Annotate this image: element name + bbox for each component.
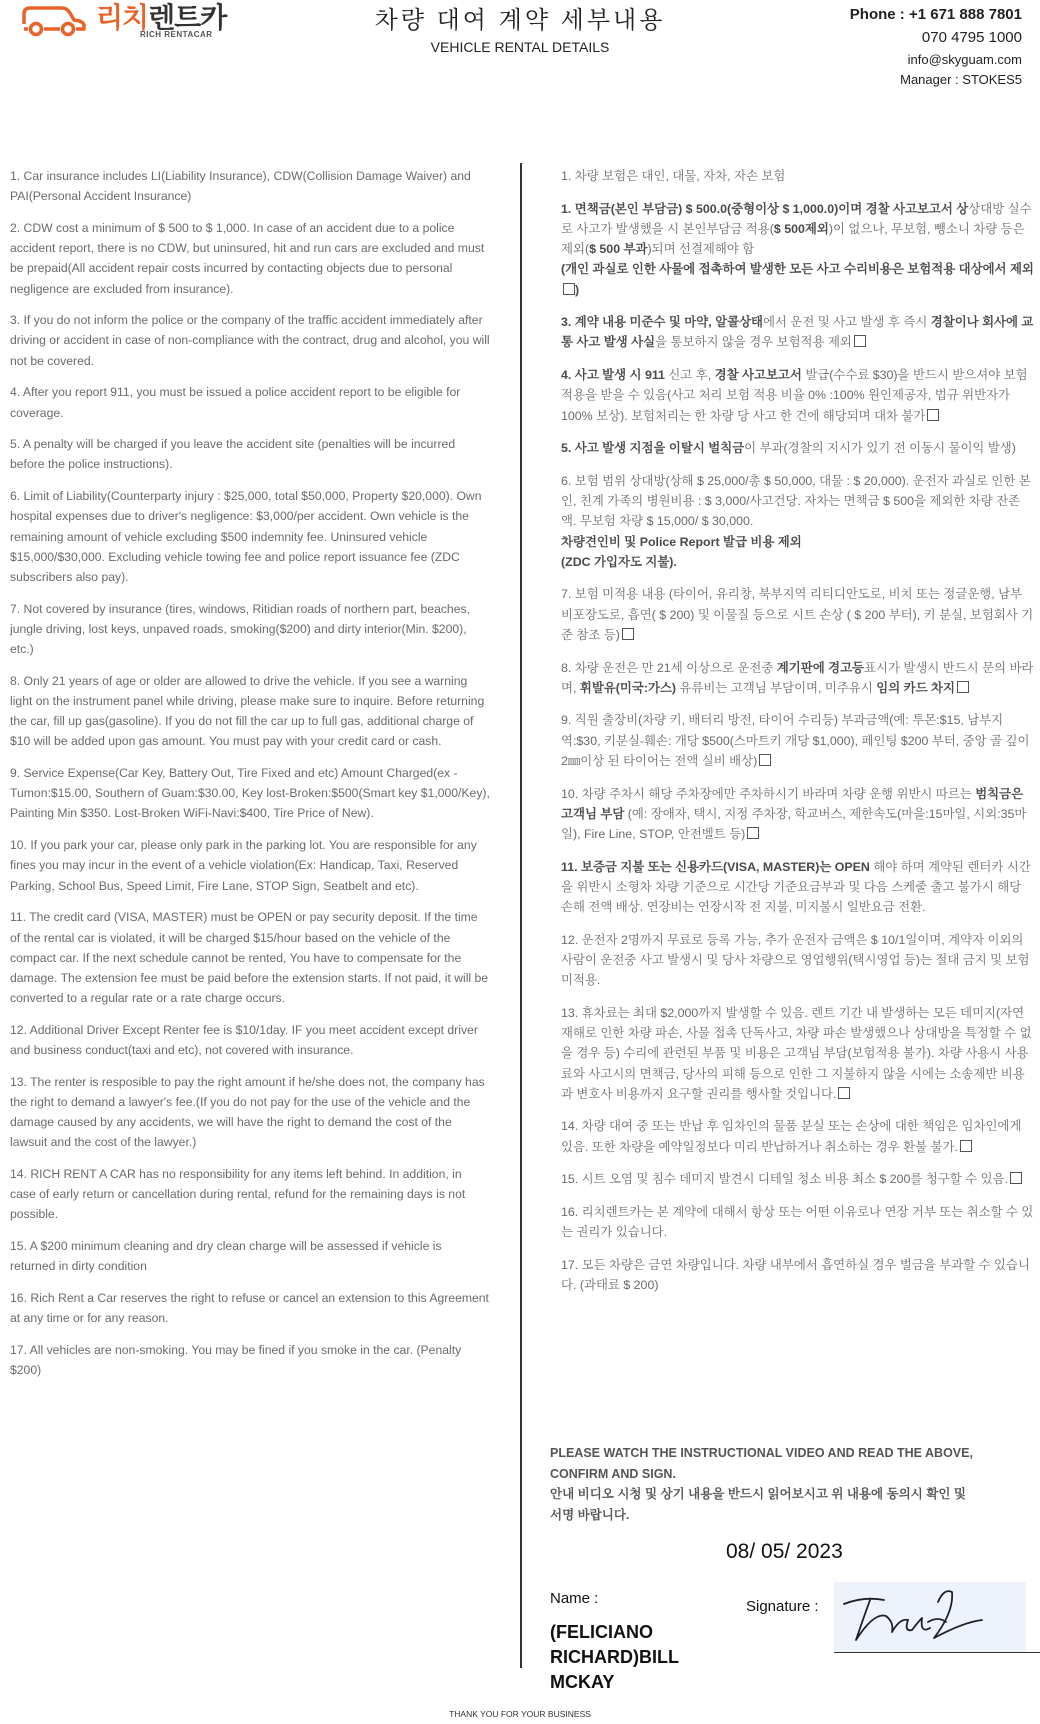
term-kr-15: 15. 시트 오염 및 침수 데미지 발견시 디테일 청소 비용 최소 $ 200를 청구할 수 있음. xyxy=(561,1169,1034,1189)
term-kr-6: 6. 보험 범위 상대방(상해 $ 25,000/총 $ 50,000, 대물 : $ 20,000). 운전자 과실로 인한 본인, 친계 가족의 병원비용 : $ 3,000/사고건당. 자차는 면책금 $ 500을 제외한 차량 잔존액. 무보험 차량 $ 15,000/ $ 30,000. 차량견인비 및 Police Report 발급 비용 제외 (ZDC 가입자도 지불). xyxy=(561,473,1031,569)
term-en-14: 14. RICH RENT A CAR has no responsibility for any items left behind. In addition, in case of early return or cancellation during rental, refund for the remaining days is not possible. xyxy=(10,1167,466,1222)
page-title-english: VEHICLE RENTAL DETAILS xyxy=(430,39,610,55)
contact-email: info@skyguam.com xyxy=(907,52,1022,67)
term-kr-1: 1. 차량 보험은 대인, 대물, 자차, 자손 보험 xyxy=(561,169,786,183)
renter-name: (FELICIANO RICHARD)BILL MCKAY xyxy=(550,1622,679,1692)
term-kr-11: 11. 보증금 지불 또는 신용카드(VISA, MASTER)는 OPEN 해야 하며 계약된 렌터카 시간을 위반시 소형차 차량 기준으로 시간당 기준요금부과 및 다음 스케줄 출고 불가시 해당 손해 전액 배상. 연장비는 연장시작 전 지불, 미지불시 일반요금 전환. xyxy=(561,859,1031,915)
term-en-12: 12. Additional Driver Except Renter fee is $10/1day. IF you meet accident except driver and business conduct(taxi and etc), not covered with insurance. xyxy=(10,1022,478,1058)
term-en-7: 7. Not covered by insurance (tires, windows, Ritidian roads of northern part, beaches, jungle driving, lost keys, unpaved roads, smoking($200) and dirty interior(Min. $200), etc.) xyxy=(10,601,470,657)
terms-korean xyxy=(561,166,1034,1308)
footer-thanks: THANK YOU FOR YOUR BUSINESS xyxy=(449,1709,591,1719)
agree-checkbox-9[interactable] xyxy=(759,754,771,766)
agree-checkbox-2[interactable] xyxy=(563,283,575,295)
term-en-2: 2. CDW cost a minimum of $ 500 to $ 1,000. In case of an accident due to a police accident report, there is no CDW, but uninsured, hit and run cars are excluded and must be prepaid(All accident repair costs incurred by contacting objects due to personal negligence are excluded from insurance). xyxy=(10,220,485,296)
page-title-korean: 차량 대여 계약 세부내용 xyxy=(374,7,666,34)
term-kr-2: 1. 면책금(본인 부담금) $ 500.0(중형이상 $ 1,000.0)이며 경찰 사고보고서 상상대방 실수로 사고가 발생했을 시 본인부담금 적용($ 500제외)이 없으나, 무보험, 뺑소니 차량 등은 제외($ 500 부과)되며 선결제해야 함 (개인 과실로 인한 사물에 접촉하여 발생한 모든 사고 수리비용은 보험적용 대상에서 제외) xyxy=(561,201,1034,297)
phone-secondary: 070 4795 1000 xyxy=(921,29,1022,46)
signature-underline xyxy=(834,1652,1040,1653)
company-logo xyxy=(18,2,228,42)
term-en-11: 11. The credit card (VISA, MASTER) must be OPEN or pay security deposit. If the time of the rental car is violated, it will be charged $15/hour based on the vehicle of the compact car. If the next schedule cannot be rented, You have to compensate for the damage. The extension fee must be paid before the extension starts. If not paid, it will be converted to a regular rate or a rate charge occurs. xyxy=(10,910,489,1006)
car-logo-icon xyxy=(18,2,88,40)
manager-name: Manager : STOKES5 xyxy=(900,72,1022,87)
agree-checkbox-13[interactable] xyxy=(838,1087,850,1099)
terms-english xyxy=(10,166,490,1392)
term-kr-9: 9. 직원 출장비(차량 키, 배터리 방전, 타이어 수리등) 부과금액(예: 투몬:$15, 남부지역:$30, 키분실-훼손: 개당 $500(스마트키 개당 $1,000), 페인팅 $200 부터, 중앙 골 깊이 2㎜이상 된 타이어는 전액 실비 배상) xyxy=(561,713,1030,768)
signature-label: Signature : xyxy=(746,1598,819,1615)
term-en-4: 4. After you report 911, you must be issued a police accident report to be eligible for coverage. xyxy=(10,385,461,420)
term-en-1: 1. Car insurance includes LI(Liability Insurance), CDW(Collision Damage Waiver) and PAI(Personal Accident Insurance) xyxy=(10,169,471,204)
term-kr-10: 10. 차량 주차시 해당 주차장에만 주차하시기 바라며 차량 운행 위반시 따르는 범칙금은 고객님 부담 (예: 장애자, 택시, 지정 주차장, 학교버스, 제한속도(마을:15마일, 시외:35마일), Fire Line, STOP, 안전벨트 등) xyxy=(561,786,1027,841)
signature-field[interactable] xyxy=(834,1582,1026,1652)
column-divider xyxy=(520,163,522,1668)
term-kr-8: 8. 차량 운전은 만 21세 이상으로 운전중 계기판에 경고등표시가 발생시 반드시 문의 바라며, 휘발유(미국:가스) 유류비는 고객님 부담이며, 미주유시 임의 카드 차지 xyxy=(561,660,1034,695)
agree-checkbox-7[interactable] xyxy=(622,628,634,640)
logo-english-text: RICH RENTACAR xyxy=(140,30,213,39)
term-en-6: 6. Limit of Liability(Counterparty injury : $25,000, total $50,000, Property $20,000). Own hospital expenses due to driver's negligence: $3,000/per accident. Own vehicle is the remaining amount of vehicle excluding $500 indemnity fee. Uninsured vehicle $15,000/$30,000. Excluding vehicle towing fee and police report issuance fee (ZDC subscribers also pay). xyxy=(10,489,482,584)
term-kr-7: 7. 보험 미적용 내용 (타이어, 유리창, 북부지역 리티디안도로, 비치 또는 정글운행, 남부 비포장도로, 흡연( $ 200) 및 이물질 등으로 시트 손상 ( $ 200 부터), 키 분실, 보험회사 기준 참조 등) xyxy=(561,587,1034,642)
term-en-16: 16. Rich Rent a Car reserves the right to refuse or cancel an extension to this Agreement at any time or for any reason. xyxy=(10,1291,489,1326)
signature-image xyxy=(834,1582,1026,1652)
term-en-5: 5. A penalty will be charged if you leave the accident site (penalties will be incurred before the police instructions). xyxy=(10,437,456,472)
term-en-15: 15. A $200 minimum cleaning and dry clean charge will be assessed if vehicle is returned in dirty condition xyxy=(10,1239,442,1274)
phone-primary: Phone : +1 671 888 7801 xyxy=(849,6,1022,23)
term-en-3: 3. If you do not inform the police or the company of the traffic accident immediately after driving or accident in case of non-compliance with the contract, drug and alcohol, you will not be covered. xyxy=(10,313,490,368)
sign-instruction: PLEASE WATCH THE INSTRUCTIONAL VIDEO AND READ THE ABOVE, CONFIRM AND SIGN. 안내 비디오 시청 및 상기 내용을 반드시 읽어보시고 위 내용에 동의시 확인 및 서명 바랍니다. xyxy=(550,1446,973,1522)
term-kr-4: 4. 사고 발생 시 911 신고 후, 경찰 사고보고서 발급(수수료 $30)을 반드시 받으셔야 보험 적용을 받을 수 있음(사고 처리 보험 적용 비율 0% :100% 원인제공자, 법규 위반자가 100% 보상). 보험처리는 한 차량 당 사고 한 건에 해당되며 대차 불가 xyxy=(561,368,1028,423)
term-kr-5: 5. 사고 발생 지점을 이탈시 벌칙금이 부과(경찰의 지시가 있기 전 이동시 물이익 발생) xyxy=(561,441,1016,456)
term-kr-3: 3. 계약 내용 미준수 및 마약, 알콜상태에서 운전 및 사고 발생 후 즉시 경찰이나 회사에 교통 사고 발생 사실을 통보하지 않을 경우 보험적용 제외 xyxy=(561,315,1034,350)
term-kr-17: 17. 모든 차량은 금연 차량입니다. 차량 내부에서 흡연하실 경우 벌금을 부과할 수 있습니다. (과태료 $ 200) xyxy=(561,1257,1030,1293)
agree-checkbox-3[interactable] xyxy=(854,335,866,347)
agree-checkbox-14[interactable] xyxy=(960,1140,972,1152)
signing-date: 08/ 05/ 2023 xyxy=(726,1540,843,1563)
term-en-13: 13. The renter is resposible to pay the right amount if he/she does not, the company has the right to demand a lawyer's fee.(If you do not pay for the use of the vehicle and the damage caused by any accidents, we will have the right to demand the cost of the lawsuit and the cost of the lawyer.) xyxy=(10,1074,485,1150)
agree-checkbox-10[interactable] xyxy=(747,827,759,839)
term-kr-14: 14. 차량 대여 중 또는 반납 후 임차인의 물품 분실 또는 손상에 대한 책임은 임차인에게 있음. 또한 차량을 예약일정보다 미리 반납하거나 취소하는 경우 환불 불가. xyxy=(561,1119,1022,1154)
name-label: Name : xyxy=(550,1590,599,1607)
term-kr-12: 12. 운전자 2명까지 무료로 등록 가능, 추가 운전자 금액은 $ 10/1일이며, 계약자 이외의 사람이 운전중 사고 발생시 및 당사 차량으로 영업행위(택시영업 등)는 절대 금지 및 보험 미적용. xyxy=(561,932,1030,988)
agree-checkbox-8[interactable] xyxy=(957,681,969,693)
term-kr-16: 16. 리치렌트카는 본 계약에 대해서 항상 또는 어떤 이유로나 연장 거부 또는 취소할 수 있는 권리가 있습니다. xyxy=(561,1205,1034,1240)
agree-checkbox-4[interactable] xyxy=(927,409,939,421)
contact-info xyxy=(850,4,1022,90)
term-kr-13: 13. 휴차료는 최대 $2,000까지 발생할 수 있음. 렌트 기간 내 발생하는 모든 데미지(자연재해로 인한 차량 파손, 사물 접촉 단독사고, 차량 파손 발생했으나 상대방을 특정할 수 없을 경우 등) 수리에 관련된 부품 및 비용은 고객님 부담(보험적용 불가). 차량 사용시 사용료와 사고시의 면책금, 당사의 피해 등으로 인한 그 지불하지 않을 시에는 소송제반 비용과 변호사 비용까지 요구할 권리를 행사할 것입니다. xyxy=(561,1005,1032,1101)
term-en-9: 9. Service Expense(Car Key, Battery Out, Tire Fixed and etc) Amount Charged(ex -Tumon:$15.00, Southern of Guam:$30.00, Key lost-Broken:$500(Smart key $1,000/Key), Painting Min $350. Lost-Broken WiFi-Navi:$400, Tire Price of New). xyxy=(10,766,490,821)
agree-checkbox-15[interactable] xyxy=(1010,1172,1022,1184)
term-en-8: 8. Only 21 years of age or older are allowed to drive the vehicle. If you see a warning light on the instrument panel while driving, please make sure to inquire. Before returning the car, fill up gas(gasoline). If you do not fill the car up to full gas, additional charge of $10 will be added upon gas amount. You must pay with your credit card or cash. xyxy=(10,673,485,749)
logo-korean-text: 리치렌트카 xyxy=(96,2,227,33)
term-en-10: 10. If you park your car, please only park in the parking lot. You are responsible for any fines you may incur in the event of a vehicle violation(Ex: Handicap, Taxi, Reserved Parking, School Bus, Speed Limit, Fire Lane, STOP Sign, Seatbelt and etc). xyxy=(10,838,477,893)
term-en-17: 17. All vehicles are non-smoking. You may be fined if you smoke in the car. (Penalty $200) xyxy=(10,1342,462,1378)
